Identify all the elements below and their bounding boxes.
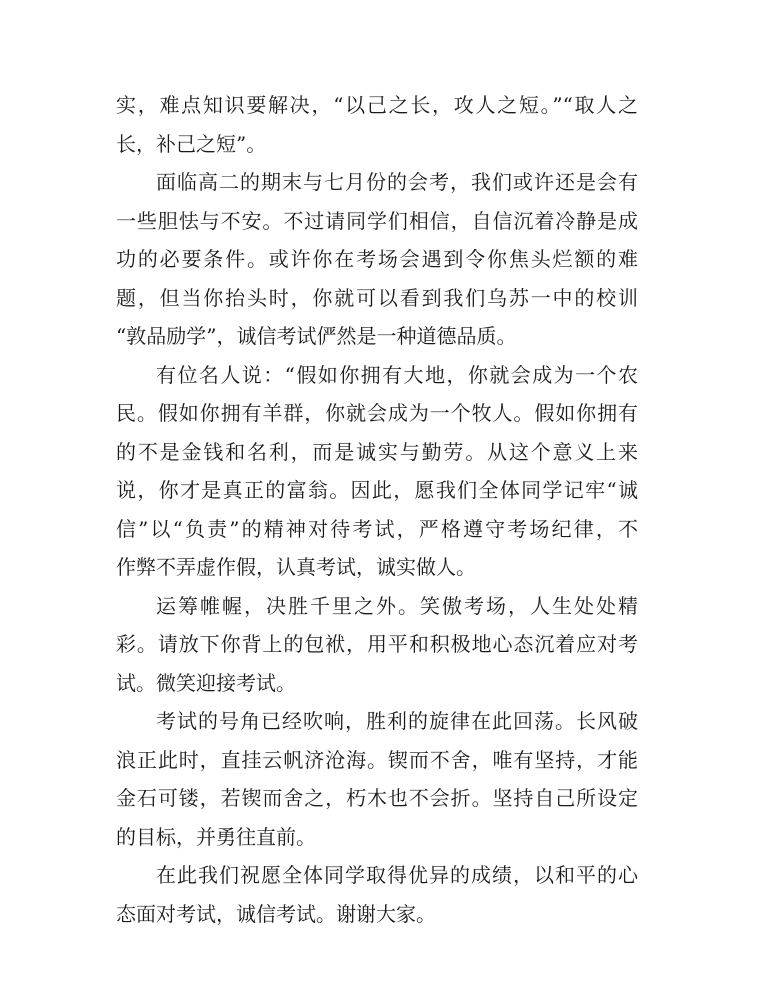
text-line: 试。微笑迎接考试。 bbox=[116, 670, 296, 695]
text-line: 的不是金钱和名利，而是诚实与勤劳。从这个意义上来 bbox=[116, 439, 638, 464]
text-line: 说，你才是真正的富翁。因此，愿我们全体同学记牢“诚 bbox=[116, 478, 638, 502]
text-line: 作弊不弄虚作假，认真考试，诚实做人。 bbox=[116, 555, 476, 579]
text-line: 题，但当你抬头时，你就可以看到我们乌苏一中的校训 bbox=[116, 285, 638, 310]
text-line: 有位名人说：“假如你拥有大地，你就会成为一个农 bbox=[156, 362, 638, 387]
text-line: 功的必要条件。或许你在考场会遇到令你焦头烂额的难 bbox=[116, 247, 638, 271]
text-line: 态面对考试，诚信考试。谢谢大家。 bbox=[116, 901, 436, 926]
text-line: 运筹帷幄，决胜千里之外。笑傲考场，人生处处精 bbox=[156, 593, 638, 618]
text-line: 彩。请放下你背上的包袱，用平和积极地心态沉着应对考 bbox=[116, 632, 638, 656]
text-line: 民。假如你拥有羊群，你就会成为一个牧人。假如你拥有 bbox=[116, 401, 638, 425]
text-line: 金石可镂，若锲而舍之，朽木也不会折。坚持自己所设定 bbox=[116, 786, 638, 810]
text-line: 的目标，并勇往直前。 bbox=[116, 824, 316, 849]
text-line: 长，补己之短”。 bbox=[116, 131, 267, 156]
text-line: 面临高二的期末与七月份的会考，我们或许还是会有 bbox=[156, 170, 638, 194]
text-line: 考试的号角已经吹响，胜利的旋律在此回荡。长风破 bbox=[156, 709, 638, 733]
text-line: 一些胆怯与不安。不过请同学们相信，自信沉着冷静是成 bbox=[116, 208, 638, 233]
text-line: 浪正此时，直挂云帆济沧海。锲而不舍，唯有坚持，才能 bbox=[116, 747, 638, 772]
document-body bbox=[116, 86, 638, 933]
text-line: 实，难点知识要解决，“以己之长，攻人之短。”“取人之 bbox=[116, 93, 638, 117]
text-line: 在此我们祝愿全体同学取得优异的成绩，以和平的心 bbox=[156, 863, 638, 887]
text-line: “敦品励学”，诚信考试俨然是一种道德品质。 bbox=[116, 324, 517, 348]
text-line: 信”以“负责”的精神对待考试，严格遵守考场纪律，不 bbox=[116, 516, 638, 541]
